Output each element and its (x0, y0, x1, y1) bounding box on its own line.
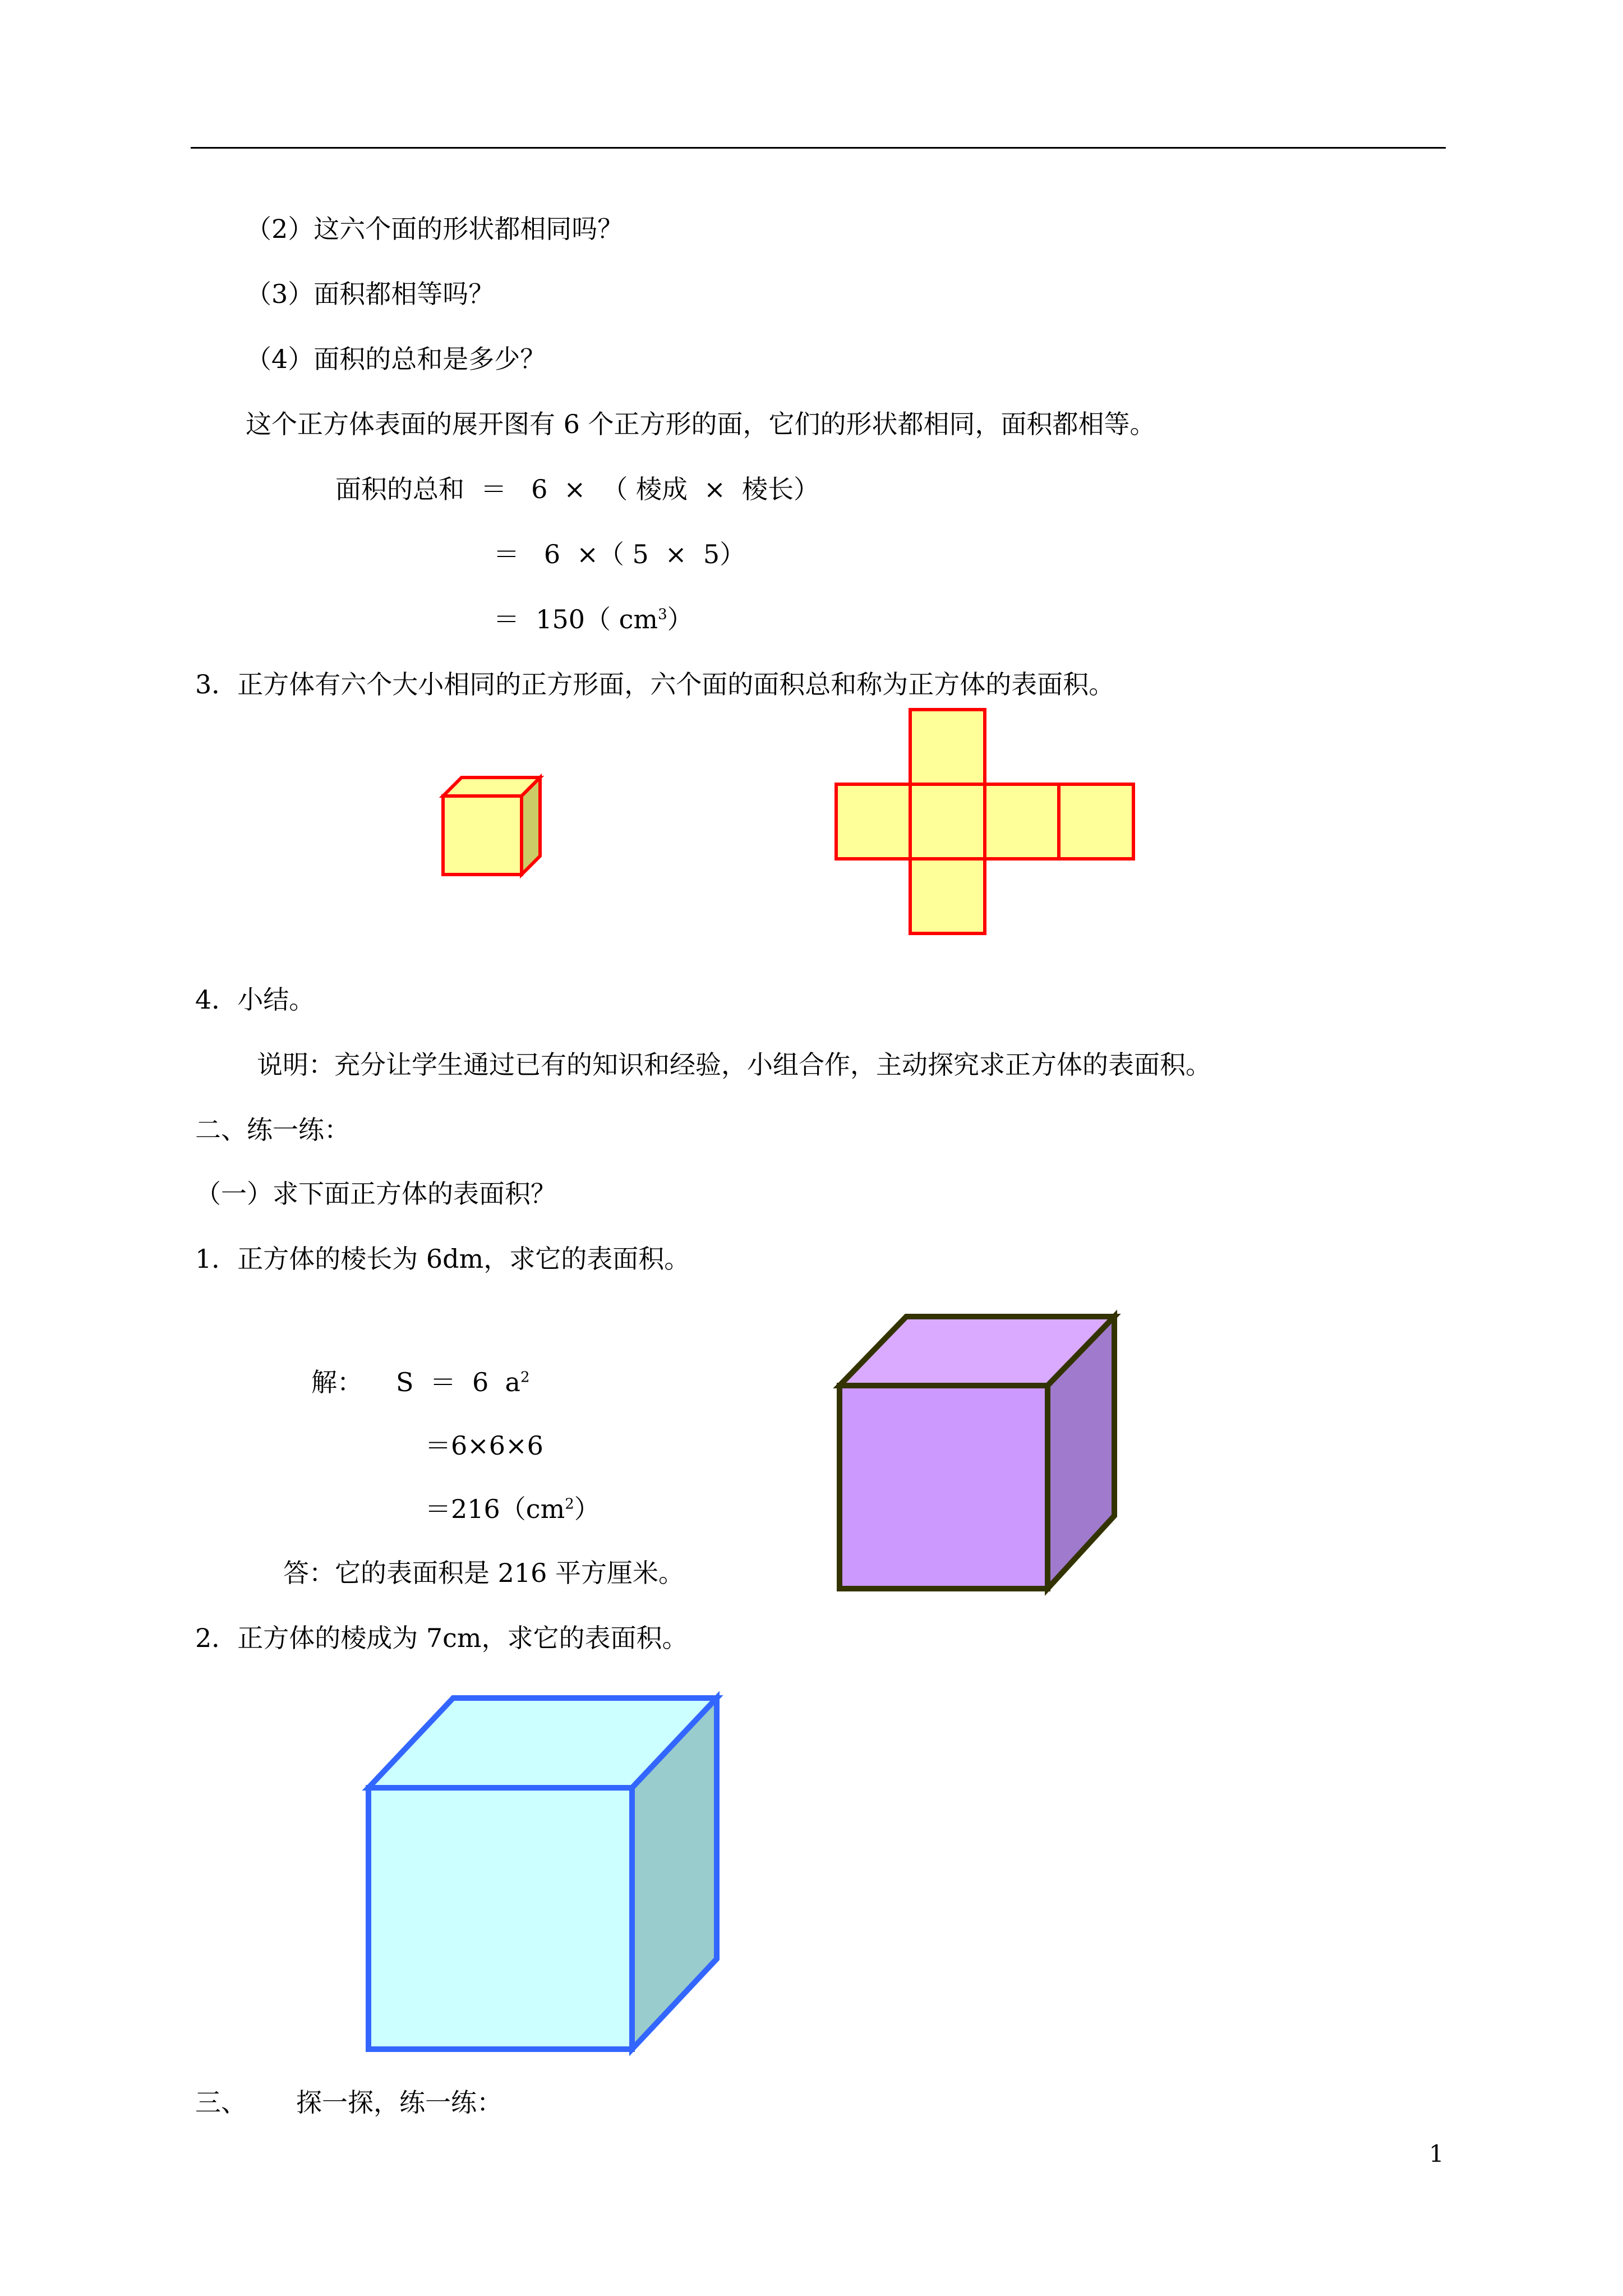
problem-2-text: 2．正方体的棱成为 7cm，求它的表面积。 (195, 1623, 688, 1653)
net-right-face (985, 784, 1059, 859)
section-3-number: 三、 (195, 2087, 247, 2118)
net-front-face (910, 784, 985, 859)
subsection-1-heading: （一）求下面正方体的表面积？ (195, 1179, 556, 1209)
question-4: （4）面积的总和是多少？ (246, 344, 546, 374)
cyan-cube-figure (365, 1694, 723, 2053)
solution-line-1: S ＝ 6 $a^2$ (396, 1367, 530, 1397)
question-3: （3）面积都相等吗？ (246, 279, 495, 309)
cube-net-figure (834, 707, 1137, 942)
net-back-face (1059, 784, 1133, 859)
purple-cube-figure (836, 1313, 1122, 1593)
solution-label: 解： (311, 1367, 363, 1397)
answer-text: 答：它的表面积是 216 平方厘米。 (283, 1558, 685, 1588)
page-number: 1 (1429, 2140, 1444, 2168)
section-2-heading: 二、练一练： (195, 1115, 350, 1145)
small-cube-figure (437, 772, 544, 878)
solution-line-3: $=216(cm^2)$ (425, 1494, 600, 1524)
header-rule (191, 147, 1446, 149)
note-text: 说明：充分让学生通过已有的知识和经验，小组合作，主动探究求正方体的表面积。 (257, 1050, 1211, 1080)
net-bottom-face (910, 859, 985, 933)
formula-line-2: ＝ 6 ×（ 5 × 5） (494, 539, 746, 569)
cyan-cube-front (368, 1788, 632, 2049)
item-3-text: 3．正方体有六个大小相同的正方形面，六个面的面积总和称为正方体的表面积。 (195, 669, 1115, 700)
problem-1-text: 1．正方体的棱长为 6dm，求它的表面积。 (195, 1244, 690, 1274)
purple-cube-front (840, 1386, 1048, 1589)
formula-line-3: ＝ 150（ $cm^3$） (494, 604, 693, 634)
section-3-title: 探一探，练一练： (296, 2087, 502, 2118)
formula-line-1: 面积的总和 ＝ 6 × （ 棱成 × 棱长） (335, 474, 820, 504)
item-4-text: 4．小结。 (195, 984, 315, 1015)
solution-line-2: ＝6×6×6 (425, 1430, 543, 1461)
explanation-text: 这个正方体表面的展开图有 6 个正方形的面，它们的形状都相同，面积都相等。 (246, 409, 1156, 439)
net-top-face (910, 710, 985, 784)
small-cube-front (443, 796, 522, 875)
question-2: （2）这六个面的形状都相同吗？ (246, 214, 624, 244)
small-cube-side (522, 777, 540, 875)
net-left-face (836, 784, 910, 859)
